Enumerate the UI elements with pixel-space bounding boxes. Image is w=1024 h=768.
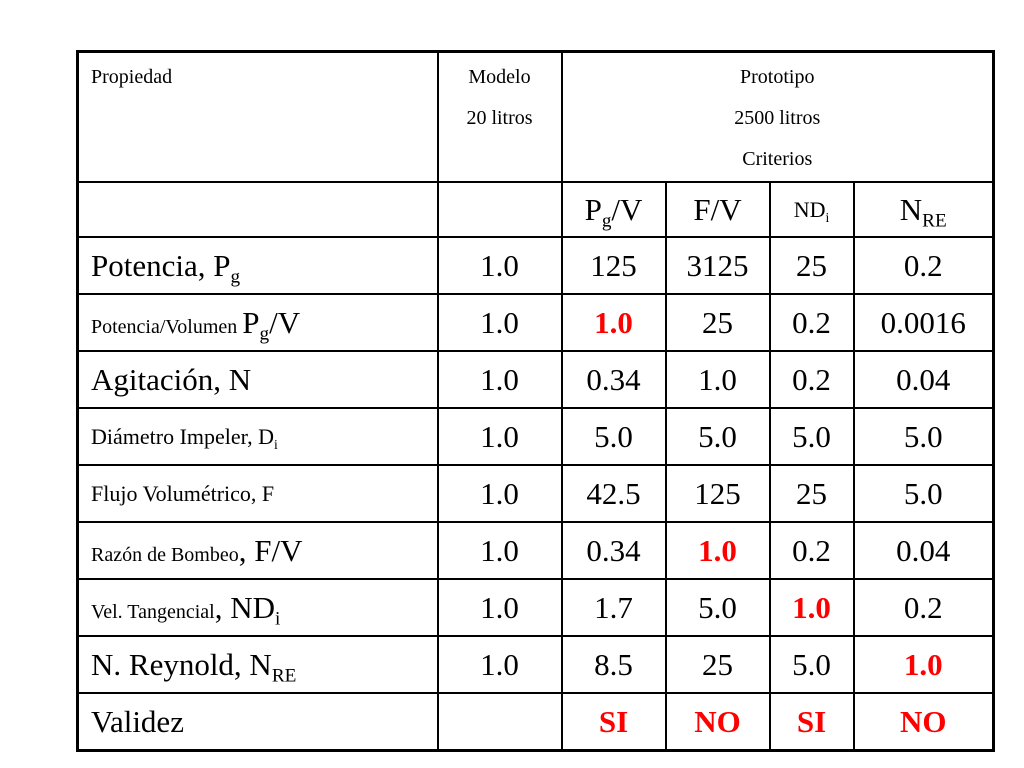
table-row bbox=[78, 351, 994, 408]
value-cell: 5.0 bbox=[666, 579, 770, 636]
validity-cell: SI bbox=[562, 693, 666, 751]
value-cell: 5.0 bbox=[854, 465, 994, 522]
value-cell: 3125 bbox=[666, 237, 770, 294]
scaleup-table bbox=[76, 50, 995, 752]
value-cell: 0.2 bbox=[854, 237, 994, 294]
value-cell: 25 bbox=[666, 294, 770, 351]
table-row bbox=[78, 579, 994, 636]
row-label: Diámetro Impeler, $D_i$ bbox=[78, 408, 438, 465]
value-cell: 42.5 bbox=[562, 465, 666, 522]
validity-cell: NO bbox=[854, 693, 994, 751]
header-empty-2 bbox=[438, 182, 562, 237]
value-cell bbox=[438, 693, 562, 751]
value-cell: 5.0 bbox=[770, 636, 854, 693]
criterion-f-v: F/V bbox=[666, 182, 770, 237]
value-cell: 0.34 bbox=[562, 522, 666, 579]
value-cell: 8.5 bbox=[562, 636, 666, 693]
value-cell: 1.0 bbox=[666, 351, 770, 408]
row-label: N. Reynold, $N_{RE}$ bbox=[78, 636, 438, 693]
row-label: Razón de Bombeo, F/V bbox=[78, 522, 438, 579]
table-row bbox=[78, 693, 994, 751]
value-cell: 0.2 bbox=[770, 294, 854, 351]
row-label: Flujo Volumétrico, F bbox=[78, 465, 438, 522]
value-cell: 25 bbox=[666, 636, 770, 693]
value-cell: 1.0 bbox=[438, 579, 562, 636]
value-cell: 5.0 bbox=[562, 408, 666, 465]
criterion-ndi: $ND_i$ bbox=[770, 182, 854, 237]
value-cell-highlight: 1.0 bbox=[770, 579, 854, 636]
table-row bbox=[78, 408, 994, 465]
value-cell: 5.0 bbox=[770, 408, 854, 465]
table-row bbox=[78, 636, 994, 693]
header-propiedad: Propiedad bbox=[78, 52, 438, 183]
header-empty-1 bbox=[78, 182, 438, 237]
value-cell: 1.0 bbox=[438, 237, 562, 294]
table-row bbox=[78, 522, 994, 579]
value-cell: 0.04 bbox=[854, 351, 994, 408]
value-cell: 5.0 bbox=[666, 408, 770, 465]
value-cell: 5.0 bbox=[854, 408, 994, 465]
value-cell: 25 bbox=[770, 465, 854, 522]
header-prototipo: Prototipo 2500 litros Criterios bbox=[562, 52, 994, 183]
value-cell: 1.0 bbox=[438, 636, 562, 693]
value-cell: 0.04 bbox=[854, 522, 994, 579]
value-cell: 0.2 bbox=[854, 579, 994, 636]
value-cell: 125 bbox=[562, 237, 666, 294]
validity-cell: SI bbox=[770, 693, 854, 751]
value-cell: 25 bbox=[770, 237, 854, 294]
table-row bbox=[78, 465, 994, 522]
value-cell-highlight: 1.0 bbox=[854, 636, 994, 693]
value-cell: 1.7 bbox=[562, 579, 666, 636]
table-row bbox=[78, 294, 994, 351]
row-label: Validez bbox=[78, 693, 438, 751]
validity-cell: NO bbox=[666, 693, 770, 751]
row-label: Agitación, N bbox=[78, 351, 438, 408]
value-cell: 0.0016 bbox=[854, 294, 994, 351]
value-cell: 1.0 bbox=[438, 465, 562, 522]
row-label: Vel. Tangencial, $ND_i$ bbox=[78, 579, 438, 636]
value-cell: 1.0 bbox=[438, 351, 562, 408]
criterion-pg-v: $P_g/V$ bbox=[562, 182, 666, 237]
header-modelo: Modelo 20 litros bbox=[438, 52, 562, 183]
value-cell: 125 bbox=[666, 465, 770, 522]
value-cell: 1.0 bbox=[438, 408, 562, 465]
value-cell-highlight: 1.0 bbox=[562, 294, 666, 351]
row-label: Potencia, $P_g$ bbox=[78, 237, 438, 294]
value-cell: 0.34 bbox=[562, 351, 666, 408]
value-cell: 1.0 bbox=[438, 294, 562, 351]
criterion-nre: $N_{RE}$ bbox=[854, 182, 994, 237]
value-cell: 0.2 bbox=[770, 522, 854, 579]
row-label: Potencia/Volumen $P_g/V$ bbox=[78, 294, 438, 351]
value-cell: 1.0 bbox=[438, 522, 562, 579]
value-cell: 0.2 bbox=[770, 351, 854, 408]
table-row bbox=[78, 237, 994, 294]
value-cell-highlight: 1.0 bbox=[666, 522, 770, 579]
